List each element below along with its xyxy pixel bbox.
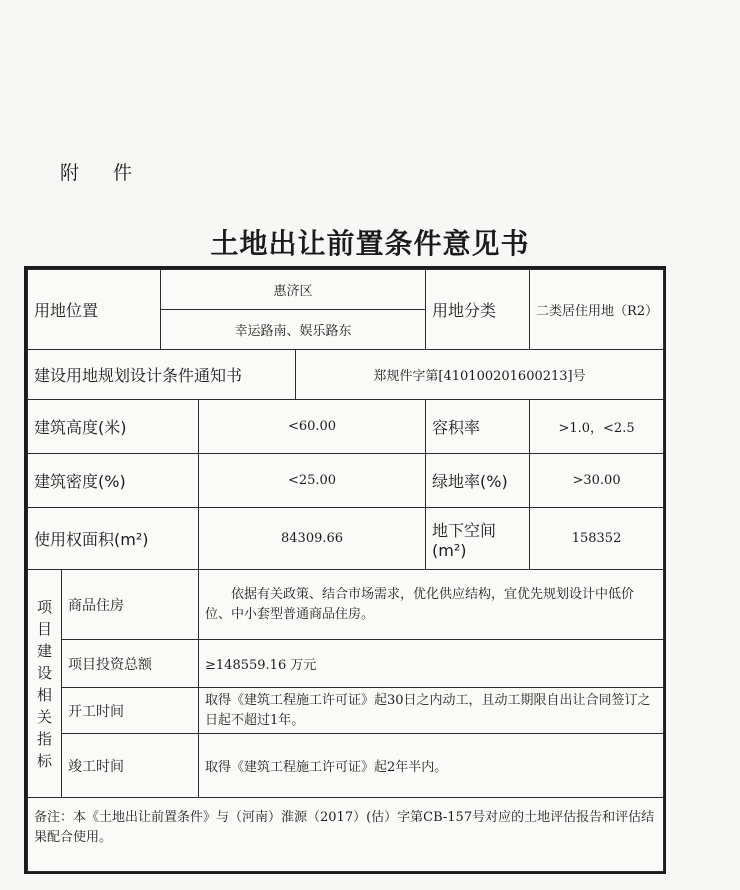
table-row-density — [28, 454, 664, 508]
table-row-housing — [28, 570, 664, 640]
investment-label: 项目投资总额 — [62, 640, 199, 688]
table-row-location-1 — [28, 270, 664, 310]
height-value: <60.00 — [199, 400, 426, 454]
table-row-area — [28, 508, 664, 570]
area-label: 使用权面积(m²) — [28, 508, 199, 570]
side-char: 建 — [36, 641, 52, 660]
investment-value: ≥148559.16 万元 — [199, 640, 664, 688]
conditions-table-frame — [24, 266, 666, 874]
start-value: 取得《建筑工程施工许可证》起30日之内动工，且动工期限自出让合同签订之日起不超过1年。 — [199, 688, 664, 734]
density-label: 建筑密度(%) — [28, 454, 199, 508]
table-row-height — [28, 400, 664, 454]
location-detail: 幸运路南、娱乐路东 — [161, 310, 426, 350]
side-char: 关 — [36, 707, 52, 726]
side-char: 设 — [36, 663, 52, 682]
remark-note: 备注：本《土地出让前置条件》与（河南）淮源（2017）(估）字第CB-157号对应的土地评估报告和评估结果配合使用。 — [28, 798, 664, 872]
height-label: 建筑高度(米) — [28, 400, 199, 454]
notice-label: 建设用地规划设计条件通知书 — [28, 350, 296, 400]
density-value: <25.00 — [199, 454, 426, 508]
notice-value: 郑规件字第[410100201600213]号 — [296, 350, 664, 400]
side-char: 目 — [36, 619, 52, 638]
side-char: 项 — [36, 597, 52, 616]
side-char: 相 — [36, 685, 52, 704]
side-char: 指 — [36, 729, 52, 748]
far-value: >1.0，<2.5 — [530, 400, 664, 454]
underground-label: 地下空间(m²) — [426, 508, 530, 570]
project-indicators-side-label — [28, 570, 62, 798]
side-char: 标 — [36, 751, 52, 770]
table-row-notice — [28, 350, 664, 400]
location-district: 惠济区 — [161, 270, 426, 310]
finish-label: 竣工时间 — [62, 734, 199, 798]
table-row-start — [28, 688, 664, 734]
housing-label: 商品住房 — [62, 570, 199, 640]
area-value: 84309.66 — [199, 508, 426, 570]
conditions-table — [27, 269, 664, 872]
finish-value: 取得《建筑工程施工许可证》起2年半内。 — [199, 734, 664, 798]
attachment-label: 附 件 — [60, 162, 147, 184]
location-label: 用地位置 — [28, 270, 161, 350]
table-row-investment — [28, 640, 664, 688]
green-value: >30.00 — [530, 454, 664, 508]
category-value: 二类居住用地（R2） — [530, 270, 664, 350]
document-title: 土地出让前置条件意见书 — [210, 227, 530, 260]
underground-value: 158352 — [530, 508, 664, 570]
table-row-note — [28, 798, 664, 872]
start-label: 开工时间 — [62, 688, 199, 734]
table-row-finish — [28, 734, 664, 798]
housing-value: 依据有关政策、结合市场需求，优化供应结构，宜优先规划设计中低价位、中小套型普通商品住房。 — [199, 570, 664, 640]
green-label: 绿地率(%) — [426, 454, 530, 508]
far-label: 容积率 — [426, 400, 530, 454]
category-label: 用地分类 — [426, 270, 530, 350]
